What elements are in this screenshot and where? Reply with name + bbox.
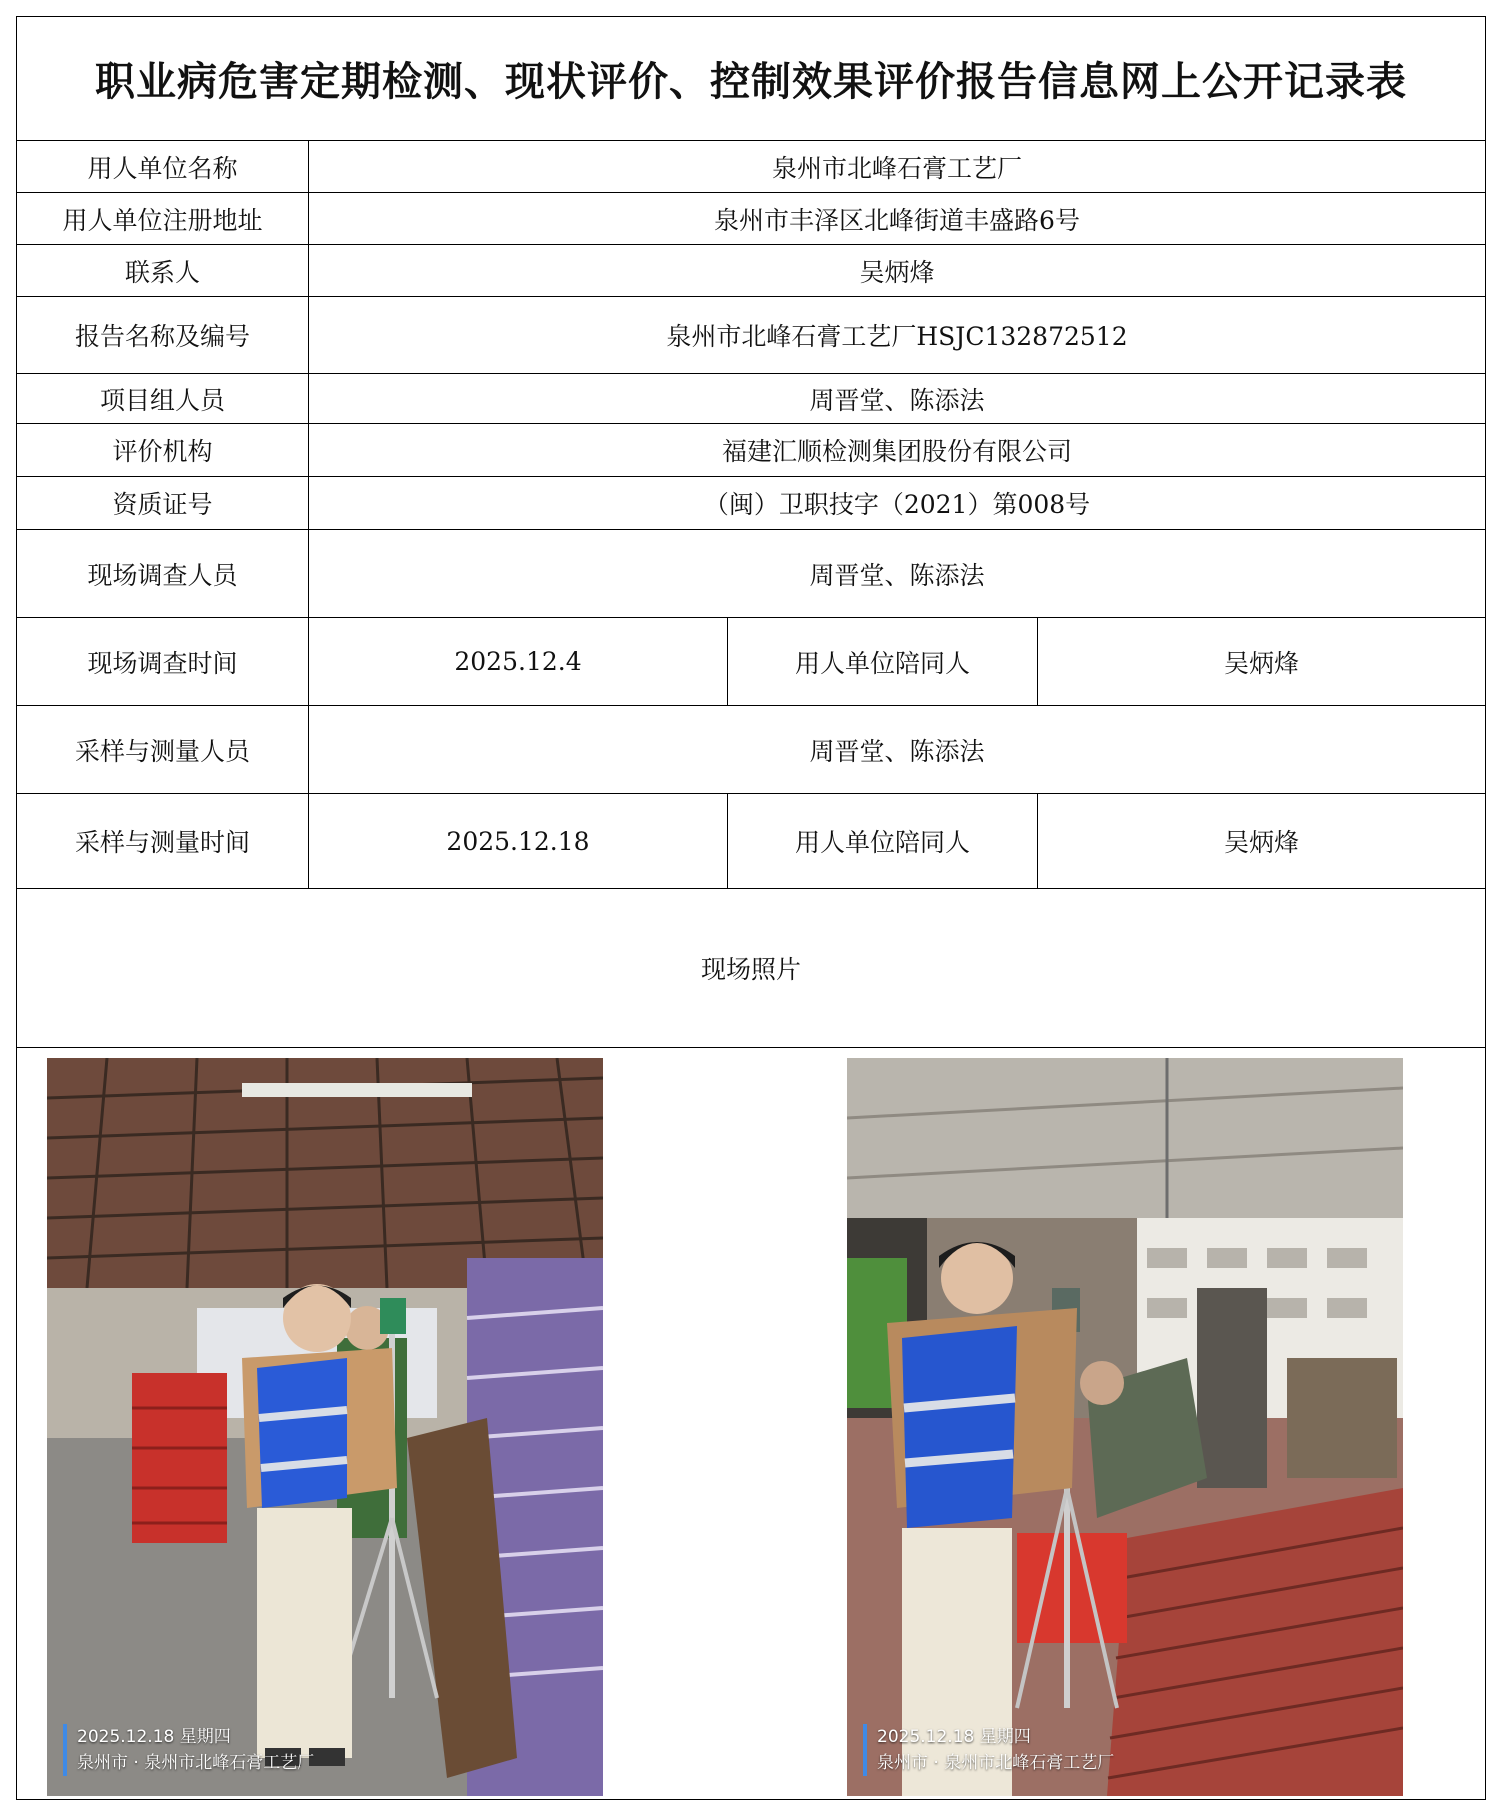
row-contact — [17, 245, 1485, 297]
photos-area — [17, 1048, 1485, 1801]
site-photo-1-image — [47, 1058, 603, 1796]
row-sampling-staff — [17, 706, 1485, 794]
photo-2-watermark — [863, 1724, 1114, 1776]
row-survey-time — [17, 618, 1485, 706]
label-survey-time: 现场调查时间 — [17, 618, 309, 705]
row-report — [17, 297, 1485, 374]
label-team: 项目组人员 — [17, 374, 309, 423]
photo-1-location: 泉州市 · 泉州市北峰石膏工艺厂 — [77, 1753, 315, 1773]
row-survey-staff — [17, 530, 1485, 618]
value-survey-companion: 吴炳烽 — [1223, 648, 1299, 678]
value-sampling-staff: 周晋堂、陈添法 — [809, 736, 985, 766]
row-photos-label — [17, 889, 1485, 1048]
label-sampling-time: 采样与测量时间 — [17, 794, 309, 888]
value-sampling-time: 2025.12.18 — [309, 794, 728, 888]
photos-label: 现场照片 — [700, 955, 801, 984]
site-photo-1 — [47, 1058, 603, 1796]
label-sampling-companion: 用人单位陪同人 — [728, 794, 1038, 888]
row-employer-address — [17, 193, 1485, 245]
row-agency — [17, 424, 1485, 477]
value-sampling-companion: 吴炳烽 — [1223, 828, 1299, 857]
photo-2-date: 2025.12.18 星期四 — [877, 1727, 1031, 1747]
label-employer-address: 用人单位注册地址 — [17, 193, 309, 244]
site-photo-2-image — [847, 1058, 1403, 1796]
value-qualification: （闽）卫职技字（2021）第008号 — [703, 490, 1091, 519]
value-survey-staff: 周晋堂、陈添法 — [809, 560, 985, 590]
value-team: 周晋堂、陈添法 — [809, 385, 985, 415]
label-survey-companion: 用人单位陪同人 — [728, 618, 1038, 705]
photo-2-location: 泉州市 · 泉州市北峰石膏工艺厂 — [877, 1753, 1115, 1773]
row-sampling-time — [17, 794, 1485, 889]
label-employer-name: 用人单位名称 — [17, 141, 309, 192]
record-form — [16, 16, 1486, 1800]
label-survey-staff: 现场调查人员 — [17, 530, 309, 617]
label-report: 报告名称及编号 — [17, 297, 309, 373]
value-contact: 吴炳烽 — [859, 257, 935, 287]
value-agency: 福建汇顺检测集团股份有限公司 — [721, 437, 1072, 466]
value-survey-time: 2025.12.4 — [309, 618, 728, 705]
row-team — [17, 374, 1485, 424]
value-report: 泉州市北峰石膏工艺厂HSJC132872512 — [666, 322, 1128, 351]
form-title: 职业病危害定期检测、现状评价、控制效果评价报告信息网上公开记录表 — [17, 17, 1485, 141]
row-qualification — [17, 477, 1485, 530]
value-employer-name: 泉州市北峰石膏工艺厂 — [771, 153, 1022, 183]
row-employer-name — [17, 141, 1485, 193]
site-photo-2 — [847, 1058, 1403, 1796]
photo-1-date: 2025.12.18 星期四 — [77, 1727, 231, 1747]
label-contact: 联系人 — [17, 245, 309, 296]
value-employer-address: 泉州市丰泽区北峰街道丰盛路6号 — [714, 205, 1080, 235]
label-qualification: 资质证号 — [17, 477, 309, 529]
label-agency: 评价机构 — [17, 424, 309, 476]
photo-1-watermark — [63, 1724, 314, 1776]
label-sampling-staff: 采样与测量人员 — [17, 706, 309, 793]
